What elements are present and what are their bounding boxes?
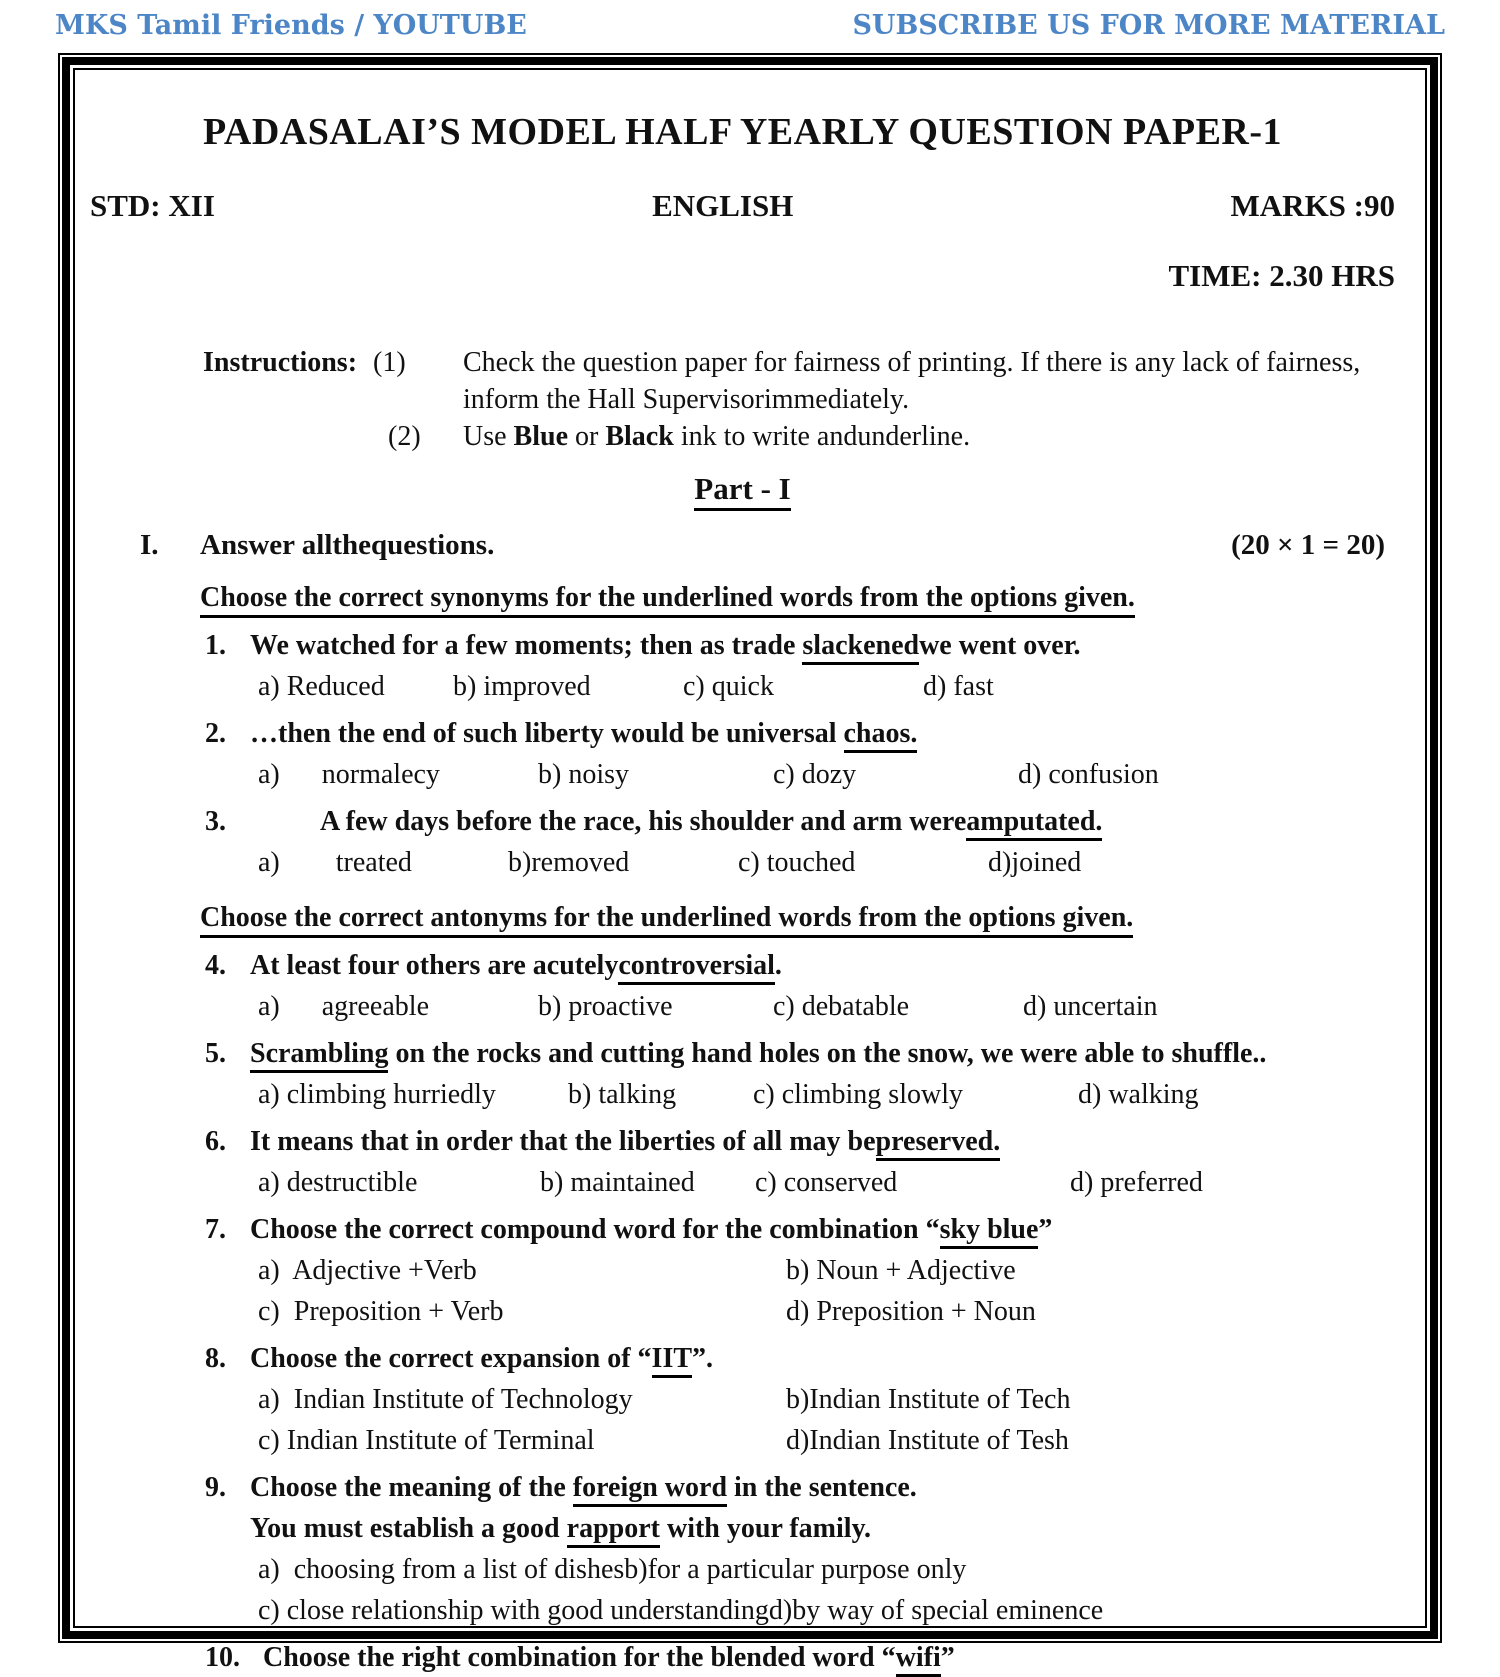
question-1	[205, 626, 1395, 665]
question-8-stem: Choose the correct expansion of “IIT”.	[250, 1339, 713, 1378]
question-6-options: a) destructible b) maintained c) conserved d) preferred	[258, 1167, 1203, 1198]
paper-outer-border	[58, 53, 1442, 1673]
question-9-stem: Choose the meaning of the foreign word in the sentence.	[250, 1468, 917, 1507]
channel-name: MKS Tamil Friends / YOUTUBE	[55, 10, 527, 41]
question-7-number: 7.	[205, 1214, 226, 1245]
question-10-stem: Choose the right combination for the blended word “wifi”	[263, 1638, 955, 1677]
question-1-stem: We watched for a few moments; then as trade slackenedwe went over.	[250, 626, 1081, 665]
question-9-options-row2: c) close relationship with good understandingd)by way of special eminence	[258, 1595, 1104, 1626]
question-7-options-row2: c) Preposition + Verb d) Preposition + Noun	[258, 1296, 1036, 1327]
instruction-2-text: Use Blue or Black ink to write andunderline.	[463, 421, 971, 452]
instruction-2-num: (2)	[388, 421, 421, 452]
question-9-number: 9.	[205, 1472, 226, 1503]
time-row	[90, 258, 1395, 294]
section-marks: (20 × 1 = 20)	[1231, 529, 1385, 561]
question-6-stem: It means that in order that the liberties of all may bepreserved.	[250, 1122, 1000, 1161]
question-9	[205, 1468, 1395, 1507]
question-8-options-row2: c) Indian Institute of Terminal d)Indian Institute of Tesh	[258, 1425, 1069, 1456]
question-8-options-row1: a) Indian Institute of Technology b)Indian Institute of Tech	[258, 1384, 1071, 1415]
question-2-stem: …then the end of such liberty would be universal chaos.	[250, 714, 917, 753]
question-9-options-row1: a) choosing from a list of dishesb)for a particular purpose only	[258, 1554, 967, 1585]
time-label: TIME: 2.30 HRS	[1168, 258, 1395, 293]
question-6	[205, 1122, 1395, 1161]
question-4-options: a) agreeable b) proactive c) debatable d) uncertain	[258, 991, 1158, 1022]
question-4-number: 4.	[205, 950, 226, 981]
question-2	[205, 714, 1395, 753]
std-label: STD: XII	[90, 188, 215, 223]
top-banner	[0, 0, 1500, 53]
synonyms-heading: Choose the correct synonyms for the underlined words from the options given.	[200, 578, 1395, 618]
question-7-options-row1: a) Adjective +Verb b) Noun + Adjective	[258, 1255, 1016, 1286]
question-paper	[73, 68, 1427, 1673]
question-8-number: 8.	[205, 1343, 226, 1374]
question-10	[205, 1638, 1395, 1677]
meta-row	[90, 188, 1395, 224]
question-2-options: a) normalecy b) noisy c) dozy d) confusion	[258, 759, 1159, 790]
question-4-stem: At least four others are acutelycontroversial.	[250, 946, 782, 985]
part-heading: Part - I	[694, 471, 790, 511]
question-1-options: a) Reduced b) improved c) quick d) fast	[258, 671, 994, 702]
marks-label: MARKS :90	[1230, 188, 1395, 223]
question-7-stem: Choose the correct compound word for the combination “sky blue”	[250, 1210, 1052, 1249]
question-5	[205, 1034, 1395, 1073]
question-7	[205, 1210, 1395, 1249]
question-4	[205, 946, 1395, 985]
question-3	[205, 802, 1395, 841]
question-5-stem: Scrambling on the rocks and cutting hand holes on the snow, we were able to shuffle..	[250, 1034, 1266, 1073]
question-8	[205, 1339, 1395, 1378]
paper-thick-border	[62, 57, 1438, 1673]
question-3-number: 3.	[205, 806, 226, 837]
question-3-options: a) treated b)removed c) touched d)joined	[258, 847, 1082, 878]
question-10-number: 10.	[205, 1642, 240, 1673]
instruction-1-num: (1)	[373, 347, 406, 378]
instructions	[203, 344, 1395, 455]
question-5-options: a) climbing hurriedly b) talking c) climbing slowly d) walking	[258, 1079, 1199, 1110]
antonyms-heading: Choose the correct antonyms for the underlined words from the options given.	[200, 898, 1395, 938]
subscribe-banner: SUBSCRIBE US FOR MORE MATERIAL	[852, 10, 1445, 41]
subject-label: ENGLISH	[652, 188, 794, 223]
question-2-number: 2.	[205, 718, 226, 749]
question-1-number: 1.	[205, 630, 226, 661]
instructions-label: Instructions:	[203, 347, 358, 378]
question-5-number: 5.	[205, 1038, 226, 1069]
section-numeral: I.	[140, 529, 159, 561]
section-row	[140, 529, 1385, 562]
part-heading-row	[90, 471, 1395, 507]
section-text: Answer allthequestions.	[200, 529, 495, 561]
question-3-stem: A few days before the race, his shoulder and arm wereamputated.	[320, 802, 1102, 841]
spacer	[203, 418, 373, 455]
question-9-sentence: You must establish a good rapport with your family.	[250, 1509, 1395, 1548]
instruction-1-text: Check the question paper for fairness of printing. If there is any lack of fairness, inform the Hall Supervisorimmediately.	[463, 347, 1361, 415]
question-6-number: 6.	[205, 1126, 226, 1157]
paper-title: PADASALAI’S MODEL HALF YEARLY QUESTION PAPER-1	[202, 111, 1283, 153]
